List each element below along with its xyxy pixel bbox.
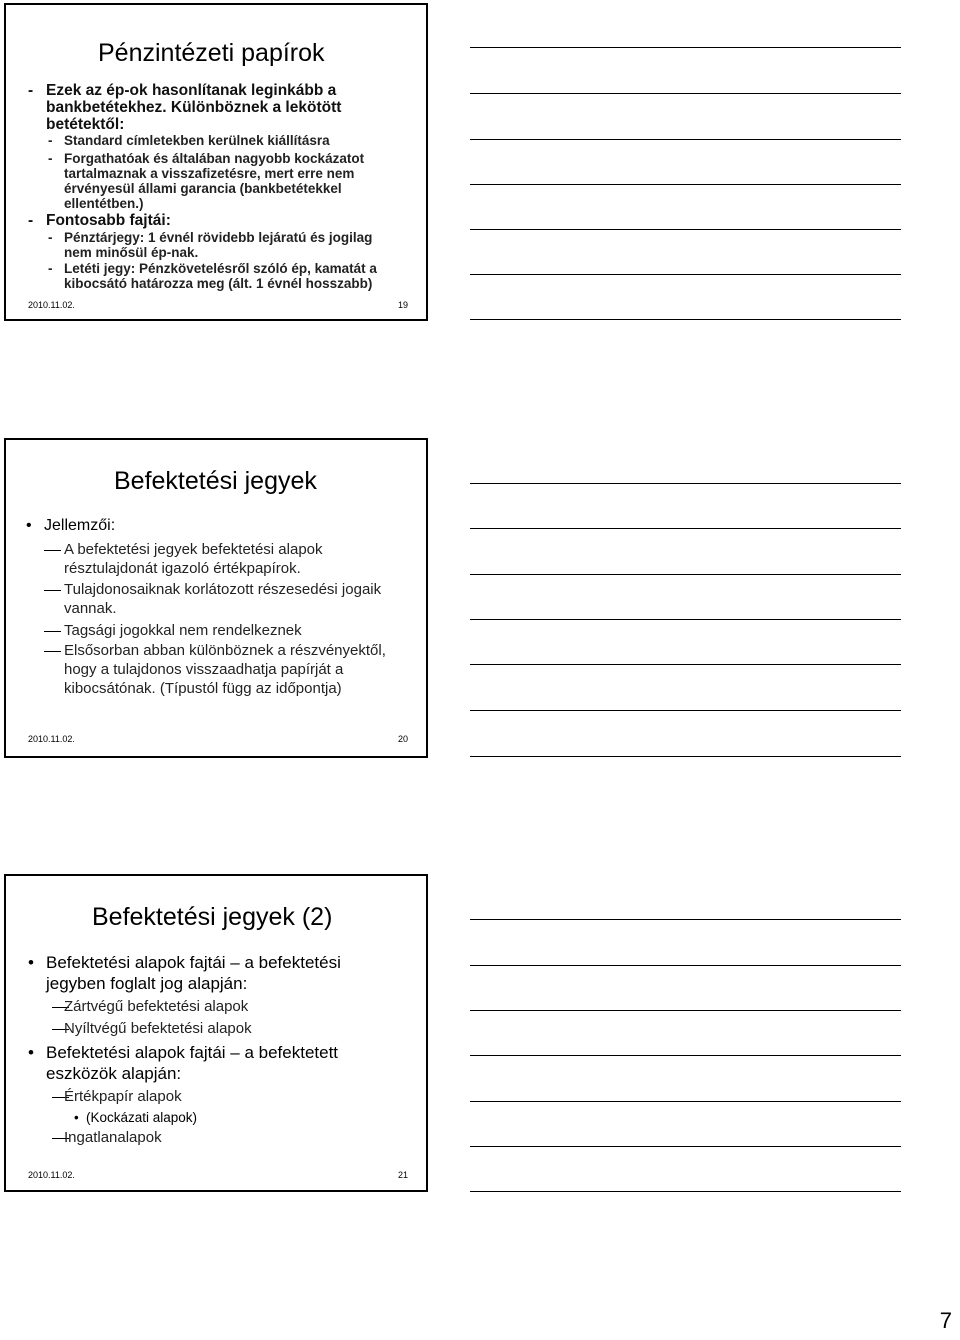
note-line bbox=[470, 319, 901, 320]
slide-number: 19 bbox=[398, 300, 409, 310]
list-item: • Befektetési alapok fajtái – a befektetési jegyben foglalt jog alapján: bbox=[28, 953, 341, 993]
note-line bbox=[470, 274, 901, 275]
note-line bbox=[470, 1146, 901, 1147]
note-line bbox=[470, 919, 901, 920]
note-line bbox=[470, 1010, 901, 1011]
note-line bbox=[470, 664, 901, 665]
note-line bbox=[470, 483, 901, 484]
note-line bbox=[470, 756, 901, 757]
note-line bbox=[470, 229, 901, 230]
note-line bbox=[470, 1101, 901, 1102]
note-line bbox=[470, 184, 901, 185]
note-line bbox=[470, 965, 901, 966]
note-line bbox=[470, 1191, 901, 1192]
list-item: • Befektetési alapok fajtái – a befektetett eszközök alapján: bbox=[28, 1043, 339, 1083]
slide-title: Pénzintézeti papírok bbox=[98, 39, 325, 67]
slide-title: Befektetési jegyek bbox=[114, 467, 317, 495]
note-line bbox=[470, 619, 901, 620]
slide-19: Pénzintézeti papírok - Ezek az ép-ok hasonlítanak leginkább a bankbetétekhez. Különböznek a lekötött betétektől: - Standard címletekben kerülnek kiállításra - Forgathatóak és általában nagyobb kockázatot tartalmaznak a visszafizetésre, mert erre nem érvényesül állami garancia (bankbetétekkel ellentétben.) - Fontosabb fajtái: - Pénztárjegy: 1 évnél rövidebb lejáratú és jogilag nem minősül ép-nak. - Letéti jegy: Pénzkövetelésről szóló ép, kamatát a kibocsátó határozza meg (ált. 1 évnél hosszabb) 2010.11.02. 19 bbox=[4, 3, 428, 321]
note-line bbox=[470, 93, 901, 94]
slide-date: 2010.11.02. bbox=[28, 734, 75, 744]
note-line bbox=[470, 528, 901, 529]
note-line bbox=[470, 1055, 901, 1056]
slide-number: 21 bbox=[398, 1170, 409, 1180]
note-line bbox=[470, 47, 901, 48]
note-line bbox=[470, 139, 901, 140]
slide-20: Befektetési jegyek • Jellemzői: A befektetési jegyek befektetési alapok résztulajdonát igazoló értékpapírok. Tulajdonosaiknak korlátozott részesedési jogaik vannak. Tagsági jogokkal nem rendelkeznek Elsősorban abban különböznek a részvényektől, hogy a tulajdonos visszaadhatja papírját a kibocsátónak. (Típustól függ az időpontja) 2010.11.02. 20 bbox=[4, 438, 428, 758]
slide-number: 20 bbox=[398, 734, 409, 744]
slide-date: 2010.11.02. bbox=[28, 300, 75, 310]
note-line bbox=[470, 710, 901, 711]
slide-date: 2010.11.02. bbox=[28, 1170, 75, 1180]
page-number: 7 bbox=[939, 1308, 952, 1333]
note-line bbox=[470, 574, 901, 575]
list-item: - Ezek az ép-ok hasonlítanak leginkább a bankbetétekhez. Különböznek a lekötött betétektől: bbox=[28, 82, 342, 133]
slide-title: Befektetési jegyek (2) bbox=[92, 903, 333, 931]
slide-21: Befektetési jegyek (2) • Befektetési alapok fajtái – a befektetési jegyben foglalt jog alapján: Zártvégű befektetési alapok Nyíltvégű befektetési alapok • Befektetési alapok fajtái – a befektetett eszközök alapján: Értékpapír alapok • (Kockázati alapok) Ingatlanalapok 2010.11.02. 21 bbox=[4, 874, 428, 1192]
